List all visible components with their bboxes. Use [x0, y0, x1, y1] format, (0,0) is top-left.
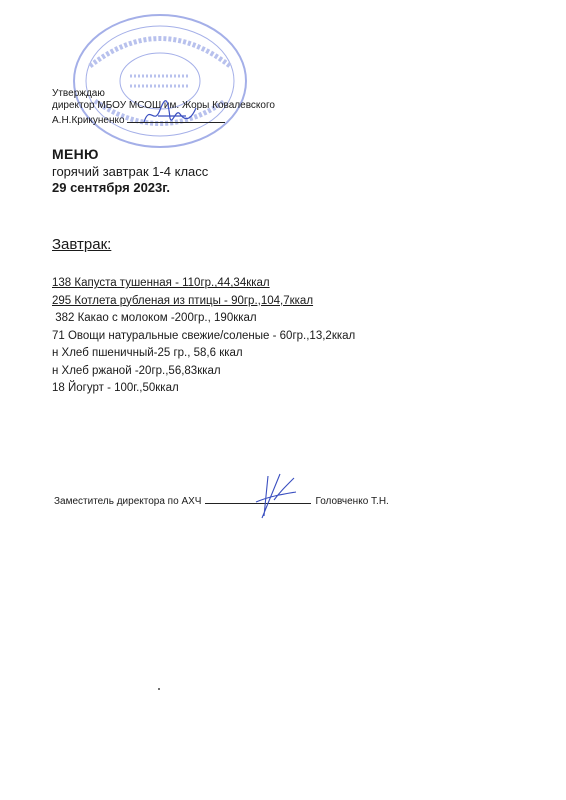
deputy-signature	[250, 472, 302, 522]
menu-item: 295 Котлета рубленая из птицы - 90гр.,104,7ккал	[52, 294, 314, 307]
menu-subtitle: горячий завтрак 1-4 класс	[52, 164, 209, 179]
menu-items-list	[52, 275, 355, 398]
section-title: Завтрак:	[52, 236, 112, 253]
menu-item: 71 Овощи натуральные свежие/соленые - 60гр.,13,2ккал	[52, 329, 356, 342]
menu-date: 29 сентября 2023г.	[52, 180, 170, 195]
approval-line-1: Утверждаю	[52, 88, 105, 99]
approval-line-2: директор МБОУ МСОШ им. Жоры Ковалевского	[52, 100, 275, 111]
menu-title: МЕНЮ	[52, 146, 99, 162]
director-name: А.Н.Крикуненко	[52, 115, 125, 126]
menu-item: 138 Капуста тушенная - 110гр.,44,34ккал	[52, 277, 270, 289]
official-stamp	[60, 6, 260, 156]
footer-signature-block	[54, 493, 389, 507]
menu-item: 382 Какао с молоком -200гр., 190ккал	[52, 312, 257, 324]
scan-speck	[158, 688, 160, 690]
director-signature	[140, 96, 200, 132]
menu-item: н Хлеб ржаной -20гр.,56,83ккал	[52, 364, 221, 377]
footer-name: Головченко Т.Н.	[315, 496, 389, 507]
menu-item: н Хлеб пшеничный-25 гр., 58,6 ккал	[52, 347, 243, 359]
menu-item: 18 Йогурт - 100г.,50ккал	[52, 382, 179, 394]
footer-position: Заместитель директора по АХЧ	[54, 496, 202, 507]
